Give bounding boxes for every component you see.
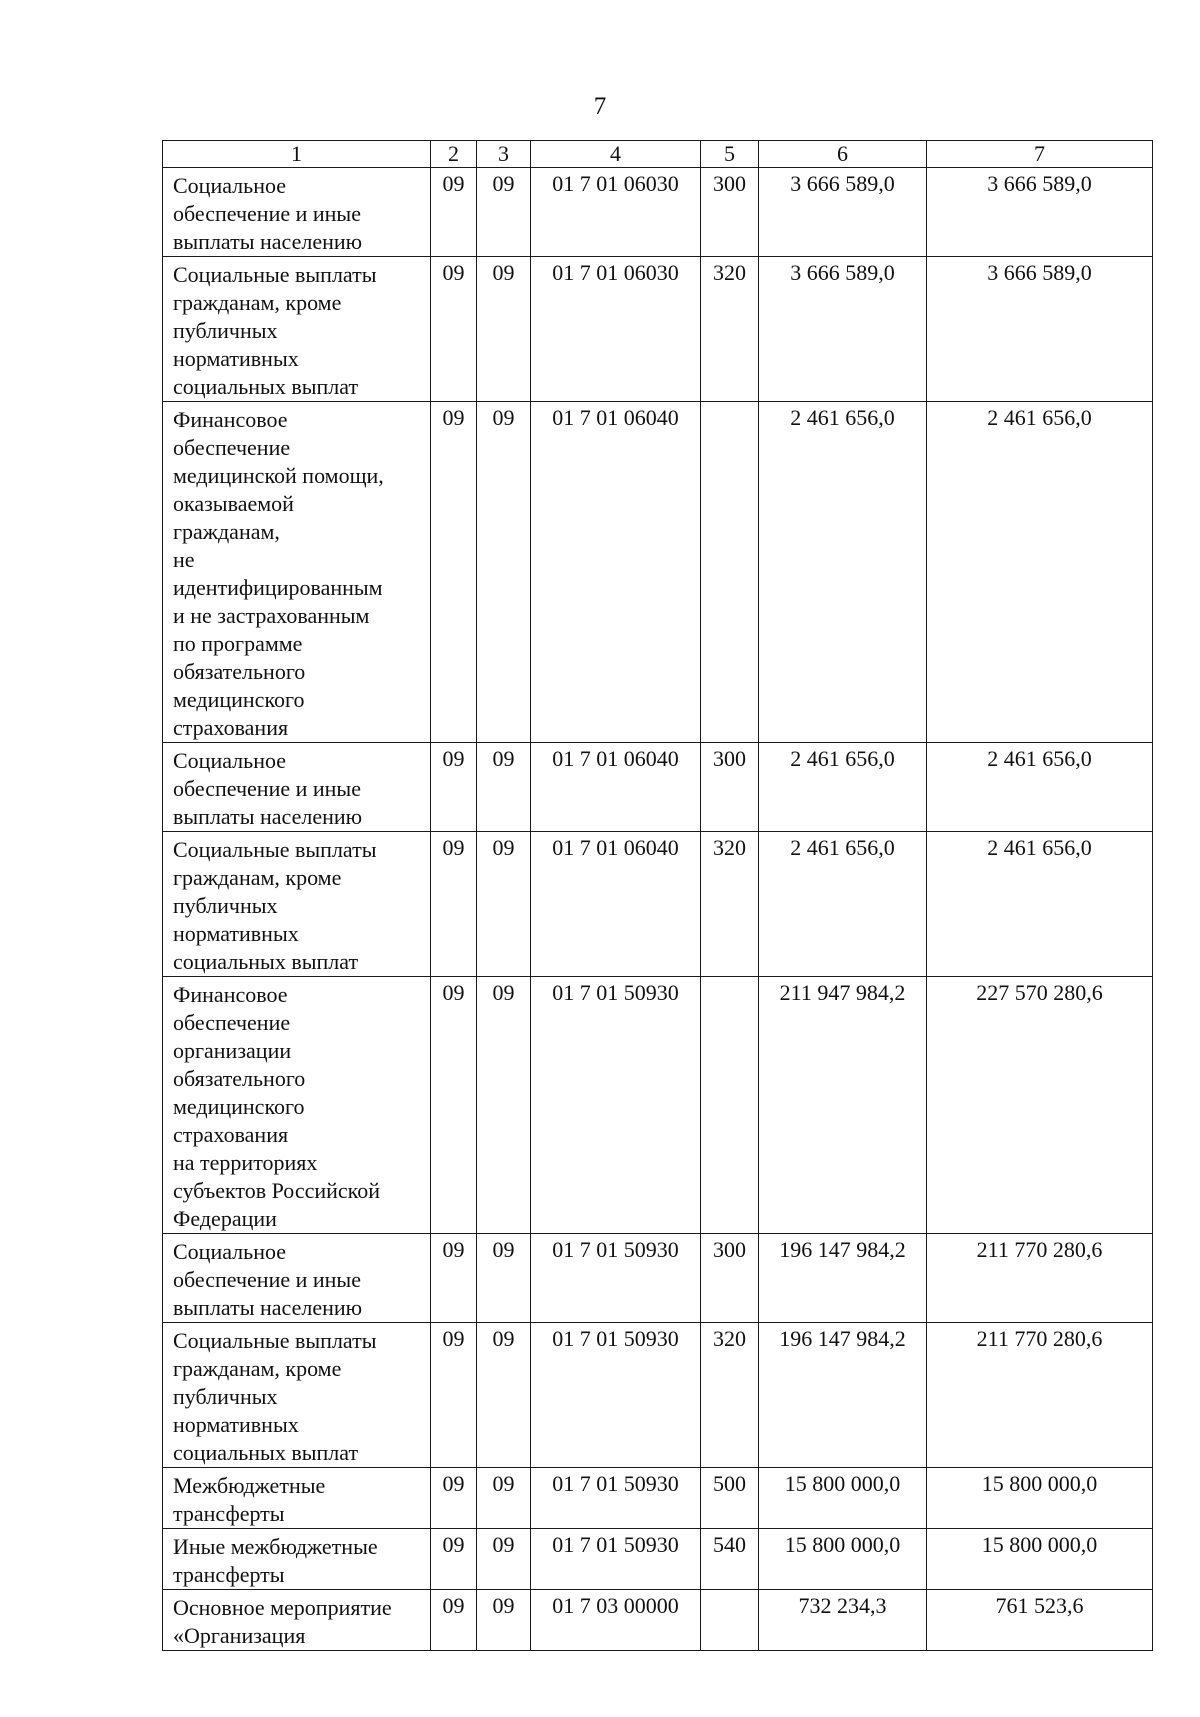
expense-type-cell (701, 402, 759, 743)
page-number: 7 (593, 93, 607, 120)
row-name-line: нормативных (173, 1412, 299, 1437)
row-name-line: нормативных (173, 921, 299, 946)
subsection-code-cell: 09 (477, 1234, 531, 1323)
row-name-line: социальных выплат (173, 374, 359, 399)
row-name-line: и не застрахованным (173, 603, 370, 628)
row-name-line: Финансовое (173, 407, 288, 432)
target-article-cell: 01 7 01 50930 (531, 977, 701, 1234)
table-row (163, 1234, 1153, 1323)
row-name-line: медицинского (173, 687, 305, 712)
row-name-line: трансферты (173, 1501, 285, 1526)
amount-year2-cell: 15 800 000,0 (927, 1468, 1153, 1529)
row-name-line: гражданам, кроме (173, 865, 342, 890)
row-name-line: социальных выплат (173, 1440, 359, 1465)
amount-year2-cell: 211 770 280,6 (927, 1234, 1153, 1323)
subsection-code-cell: 09 (477, 832, 531, 977)
target-article-cell: 01 7 01 06040 (531, 832, 701, 977)
row-name-cell (163, 1590, 431, 1651)
row-name-cell (163, 1468, 431, 1529)
amount-year1-cell: 2 461 656,0 (759, 743, 927, 832)
row-name-line: не (173, 547, 195, 572)
row-name-line: социальных выплат (173, 949, 359, 974)
expense-type-cell: 320 (701, 257, 759, 402)
subsection-code-cell: 09 (477, 257, 531, 402)
section-code-cell: 09 (431, 832, 477, 977)
row-name-line: публичных (173, 318, 278, 343)
target-article-cell: 01 7 01 06040 (531, 402, 701, 743)
row-name-line: идентифицированным (173, 575, 383, 600)
amount-year1-cell: 196 147 984,2 (759, 1234, 927, 1323)
row-name-line: страхования (173, 1122, 289, 1147)
table-row (163, 1323, 1153, 1468)
table-row (163, 1590, 1153, 1651)
target-article-cell: 01 7 01 50930 (531, 1468, 701, 1529)
row-name-line: выплаты населению (173, 804, 363, 829)
row-name-line: Межбюджетные (173, 1473, 326, 1498)
header-cell: 3 (477, 141, 531, 168)
expense-type-cell: 300 (701, 1234, 759, 1323)
amount-year1-cell: 15 800 000,0 (759, 1468, 927, 1529)
amount-year1-cell: 2 461 656,0 (759, 402, 927, 743)
header-cell: 1 (163, 141, 431, 168)
table-body (163, 168, 1153, 1651)
row-name-cell (163, 1323, 431, 1468)
row-name-line: публичных (173, 893, 278, 918)
row-name-line: обеспечение (173, 1010, 291, 1035)
row-name-line: Социальное (173, 173, 286, 198)
row-name-line: страхования (173, 715, 289, 740)
amount-year1-cell: 211 947 984,2 (759, 977, 927, 1234)
row-name-line: обязательного (173, 659, 306, 684)
row-name-cell (163, 1234, 431, 1323)
subsection-code-cell: 09 (477, 1529, 531, 1590)
row-name-line: на территориях (173, 1150, 318, 1175)
row-name-line: «Организация (173, 1623, 306, 1648)
amount-year1-cell: 3 666 589,0 (759, 168, 927, 257)
section-code-cell: 09 (431, 168, 477, 257)
target-article-cell: 01 7 03 00000 (531, 1590, 701, 1651)
row-name-line: трансферты (173, 1562, 285, 1587)
row-name-line: обеспечение (173, 435, 291, 460)
row-name-line: по программе (173, 631, 303, 656)
budget-table (162, 140, 1153, 1651)
row-name-cell (163, 977, 431, 1234)
section-code-cell: 09 (431, 1234, 477, 1323)
section-code-cell: 09 (431, 1323, 477, 1468)
row-name-line: Социальное (173, 748, 286, 773)
expense-type-cell: 300 (701, 743, 759, 832)
row-name-cell (163, 743, 431, 832)
amount-year2-cell: 3 666 589,0 (927, 257, 1153, 402)
row-name-line: Финансовое (173, 982, 288, 1007)
amount-year2-cell: 211 770 280,6 (927, 1323, 1153, 1468)
row-name-line: Иные межбюджетные (173, 1534, 378, 1559)
header-cell: 7 (927, 141, 1153, 168)
subsection-code-cell: 09 (477, 1590, 531, 1651)
amount-year2-cell: 2 461 656,0 (927, 832, 1153, 977)
target-article-cell: 01 7 01 06040 (531, 743, 701, 832)
expense-type-cell: 300 (701, 168, 759, 257)
row-name-line: Федерации (173, 1206, 277, 1231)
amount-year1-cell: 3 666 589,0 (759, 257, 927, 402)
row-name-cell (163, 402, 431, 743)
amount-year2-cell: 227 570 280,6 (927, 977, 1153, 1234)
row-name-cell (163, 1529, 431, 1590)
subsection-code-cell: 09 (477, 168, 531, 257)
table-row (163, 257, 1153, 402)
section-code-cell: 09 (431, 1590, 477, 1651)
row-name-line: обеспечение и иные (173, 776, 361, 801)
table-row (163, 977, 1153, 1234)
section-code-cell: 09 (431, 743, 477, 832)
expense-type-cell: 320 (701, 832, 759, 977)
row-name-line: Основное мероприятие (173, 1595, 392, 1620)
row-name-cell (163, 257, 431, 402)
row-name-line: нормативных (173, 346, 299, 371)
expense-type-cell (701, 977, 759, 1234)
amount-year2-cell: 3 666 589,0 (927, 168, 1153, 257)
amount-year2-cell: 15 800 000,0 (927, 1529, 1153, 1590)
row-name-line: обязательного (173, 1066, 306, 1091)
row-name-cell (163, 832, 431, 977)
row-name-line: Социальные выплаты (173, 1328, 377, 1353)
expense-type-cell: 540 (701, 1529, 759, 1590)
row-name-line: выплаты населению (173, 229, 363, 254)
table-row (163, 1468, 1153, 1529)
row-name-line: гражданам, кроме (173, 290, 342, 315)
header-row (163, 141, 1153, 168)
table-row (163, 402, 1153, 743)
header-cell: 4 (531, 141, 701, 168)
expense-type-cell: 500 (701, 1468, 759, 1529)
table-row (163, 168, 1153, 257)
amount-year2-cell: 761 523,6 (927, 1590, 1153, 1651)
section-code-cell: 09 (431, 402, 477, 743)
subsection-code-cell: 09 (477, 1468, 531, 1529)
target-article-cell: 01 7 01 50930 (531, 1323, 701, 1468)
row-name-line: Социальное (173, 1239, 286, 1264)
section-code-cell: 09 (431, 977, 477, 1234)
row-name-line: субъектов Российской (173, 1178, 381, 1203)
section-code-cell: 09 (431, 257, 477, 402)
header-cell: 5 (701, 141, 759, 168)
amount-year1-cell: 732 234,3 (759, 1590, 927, 1651)
table-row (163, 1529, 1153, 1590)
subsection-code-cell: 09 (477, 743, 531, 832)
row-name-line: медицинской помощи, (173, 463, 384, 488)
target-article-cell: 01 7 01 06030 (531, 168, 701, 257)
expense-type-cell: 320 (701, 1323, 759, 1468)
row-name-line: Социальные выплаты (173, 837, 377, 862)
row-name-line: публичных (173, 1384, 278, 1409)
subsection-code-cell: 09 (477, 1323, 531, 1468)
row-name-line: гражданам, кроме (173, 1356, 342, 1381)
table-row (163, 832, 1153, 977)
subsection-code-cell: 09 (477, 402, 531, 743)
row-name-line: обеспечение и иные (173, 201, 361, 226)
table-row (163, 743, 1153, 832)
row-name-line: гражданам, (173, 519, 280, 544)
amount-year2-cell: 2 461 656,0 (927, 743, 1153, 832)
row-name-line: организации (173, 1038, 292, 1063)
target-article-cell: 01 7 01 50930 (531, 1529, 701, 1590)
section-code-cell: 09 (431, 1468, 477, 1529)
row-name-line: выплаты населению (173, 1295, 363, 1320)
row-name-line: оказываемой (173, 491, 294, 516)
row-name-cell (163, 168, 431, 257)
header-cell: 6 (759, 141, 927, 168)
row-name-line: Социальные выплаты (173, 262, 377, 287)
amount-year1-cell: 15 800 000,0 (759, 1529, 927, 1590)
amount-year1-cell: 196 147 984,2 (759, 1323, 927, 1468)
target-article-cell: 01 7 01 06030 (531, 257, 701, 402)
amount-year1-cell: 2 461 656,0 (759, 832, 927, 977)
target-article-cell: 01 7 01 50930 (531, 1234, 701, 1323)
expense-type-cell (701, 1590, 759, 1651)
subsection-code-cell: 09 (477, 977, 531, 1234)
header-cell: 2 (431, 141, 477, 168)
row-name-line: обеспечение и иные (173, 1267, 361, 1292)
amount-year2-cell: 2 461 656,0 (927, 402, 1153, 743)
row-name-line: медицинского (173, 1094, 305, 1119)
section-code-cell: 09 (431, 1529, 477, 1590)
